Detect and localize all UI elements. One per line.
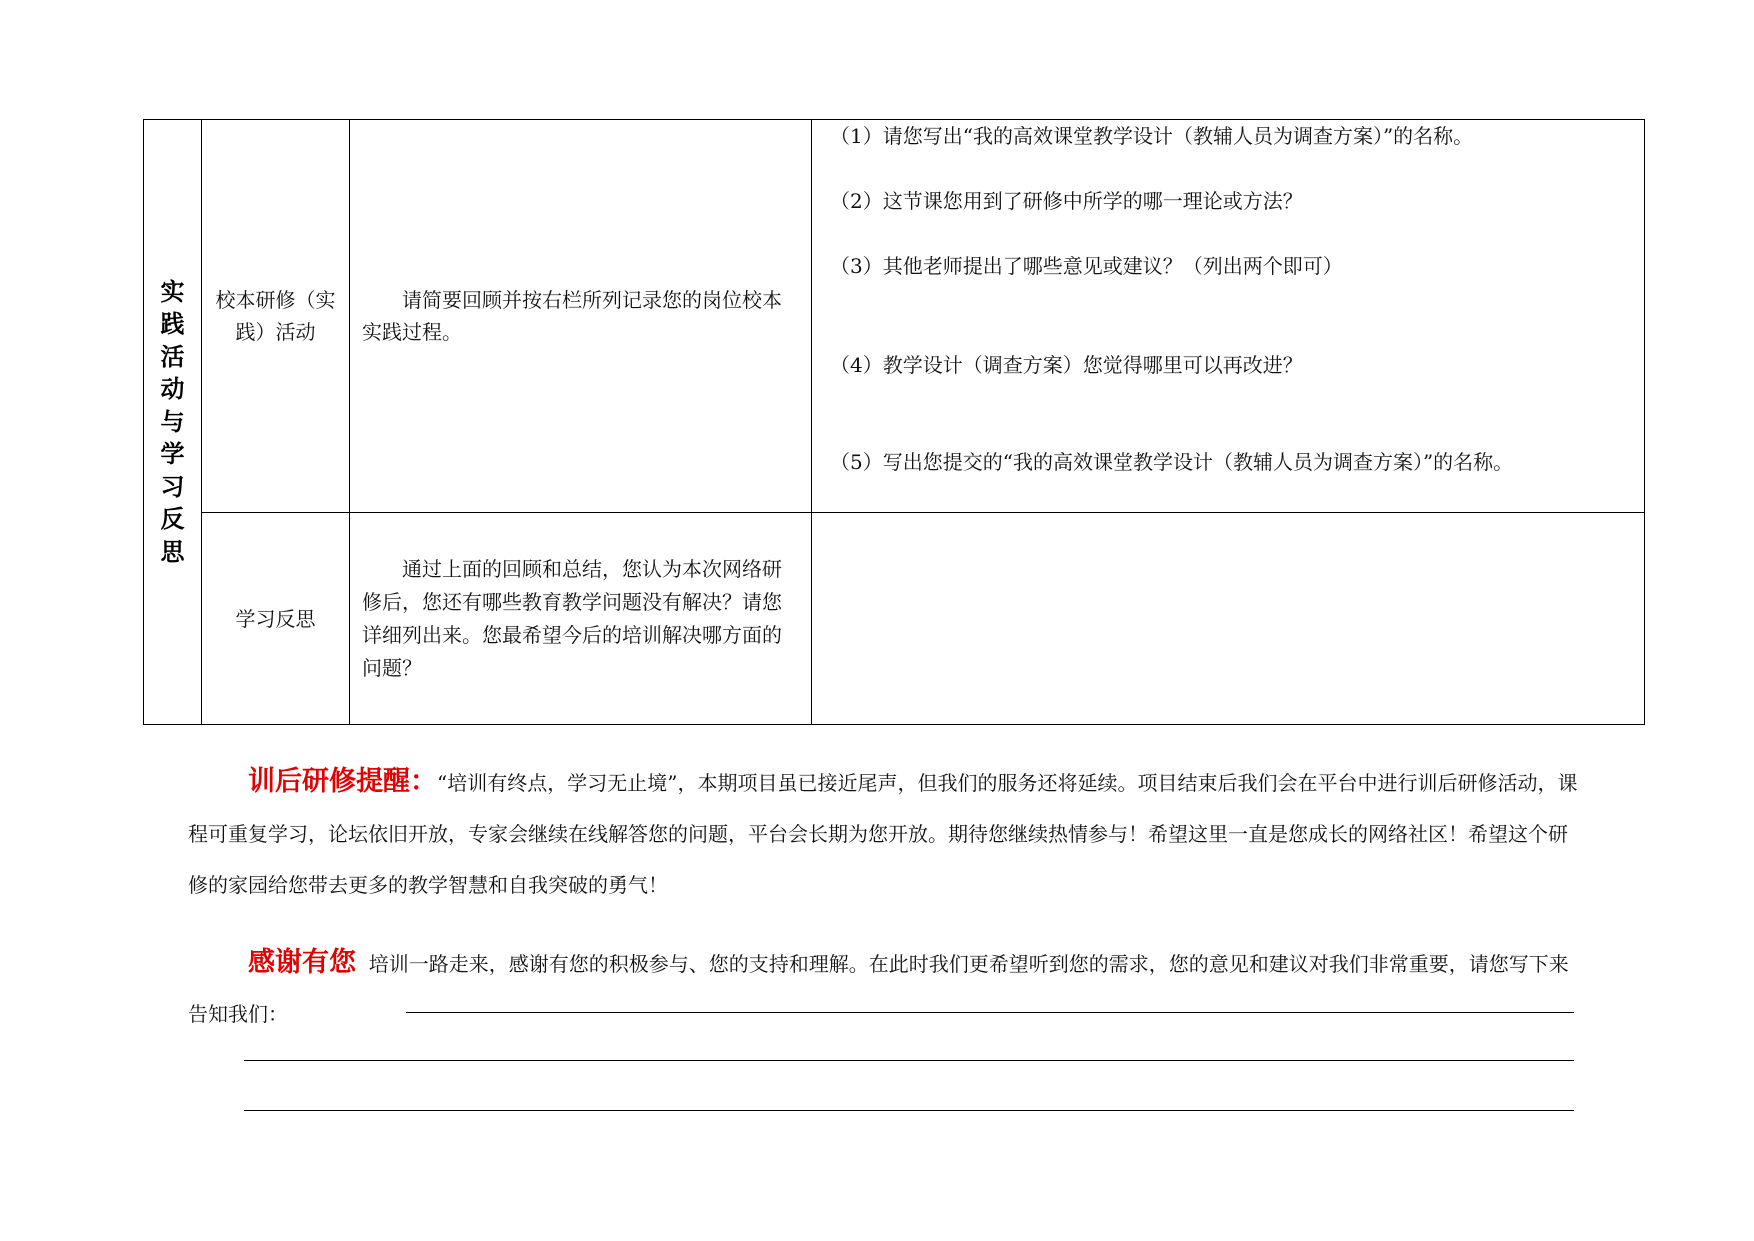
table-row (144, 120, 1645, 513)
thanks-paragraph (188, 938, 1580, 1039)
question-item: （3）其他老师提出了哪些意见或建议？（列出两个即可） (830, 254, 1343, 278)
answer-cell-school-practice[interactable] (812, 120, 1645, 513)
table-row (144, 513, 1645, 725)
prompt-cell (350, 513, 812, 725)
section-cell (144, 120, 202, 725)
thanks-body: 培训一路走来，感谢有您的积极参与、您的支持和理解。在此时我们更希望听到您的需求，您的意见和建议对我们非常重要，请您写下来告知我们： (188, 952, 1569, 1026)
reflection-table (143, 119, 1645, 725)
answer-line[interactable] (244, 1060, 1574, 1061)
answer-line[interactable] (406, 1012, 1574, 1013)
thanks-heading: 感谢有您 (248, 947, 356, 978)
reminder-body: “培训有终点，学习无止境”，本期项目虽已接近尾声，但我们的服务还将延续。项目结束后我们会在平台中进行训后研修活动，课程可重复学习，论坛依旧开放，专家会继续在线解答您的问题，平台会长期为您开放。期待您继续热情参与！希望这里一直是您成长的网络社区！希望这个研修的家园给您带去更多的教学智慧和自我突破的勇气！ (188, 771, 1578, 897)
reminder-paragraph (188, 756, 1580, 911)
prompt-text-school-practice: 请简要回顾并按右栏所列记录您的岗位校本实践过程。 (362, 288, 782, 344)
prompt-text-reflection: 通过上面的回顾和总结，您认为本次网络研修后，您还有哪些教育教学问题没有解决？请您详细列出来。您最希望今后的培训解决哪方面的问题？ (362, 556, 782, 680)
item-label-reflection: 学习反思 (235, 606, 316, 631)
prompt-cell (350, 120, 812, 513)
item-cell (202, 513, 350, 725)
item-label-school-practice: 校本研修（实践）活动 (215, 288, 336, 344)
section-title: 实践活动与学习反思 (160, 277, 185, 566)
item-cell (202, 120, 350, 513)
question-list (830, 120, 1634, 512)
question-item: （1）请您写出“我的高效课堂教学设计（教辅人员为调查方案）”的名称。 (830, 124, 1474, 148)
question-item: （5）写出您提交的“我的高效课堂教学设计（教辅人员为调查方案）”的名称。 (830, 450, 1514, 474)
question-item: （4）教学设计（调查方案）您觉得哪里可以再改进？ (830, 353, 1303, 377)
reminder-heading: 训后研修提醒： (248, 766, 437, 797)
answer-cell-reflection[interactable] (812, 513, 1645, 725)
answer-line[interactable] (244, 1110, 1574, 1111)
question-item: （2）这节课您用到了研修中所学的哪一理论或方法？ (830, 189, 1303, 213)
